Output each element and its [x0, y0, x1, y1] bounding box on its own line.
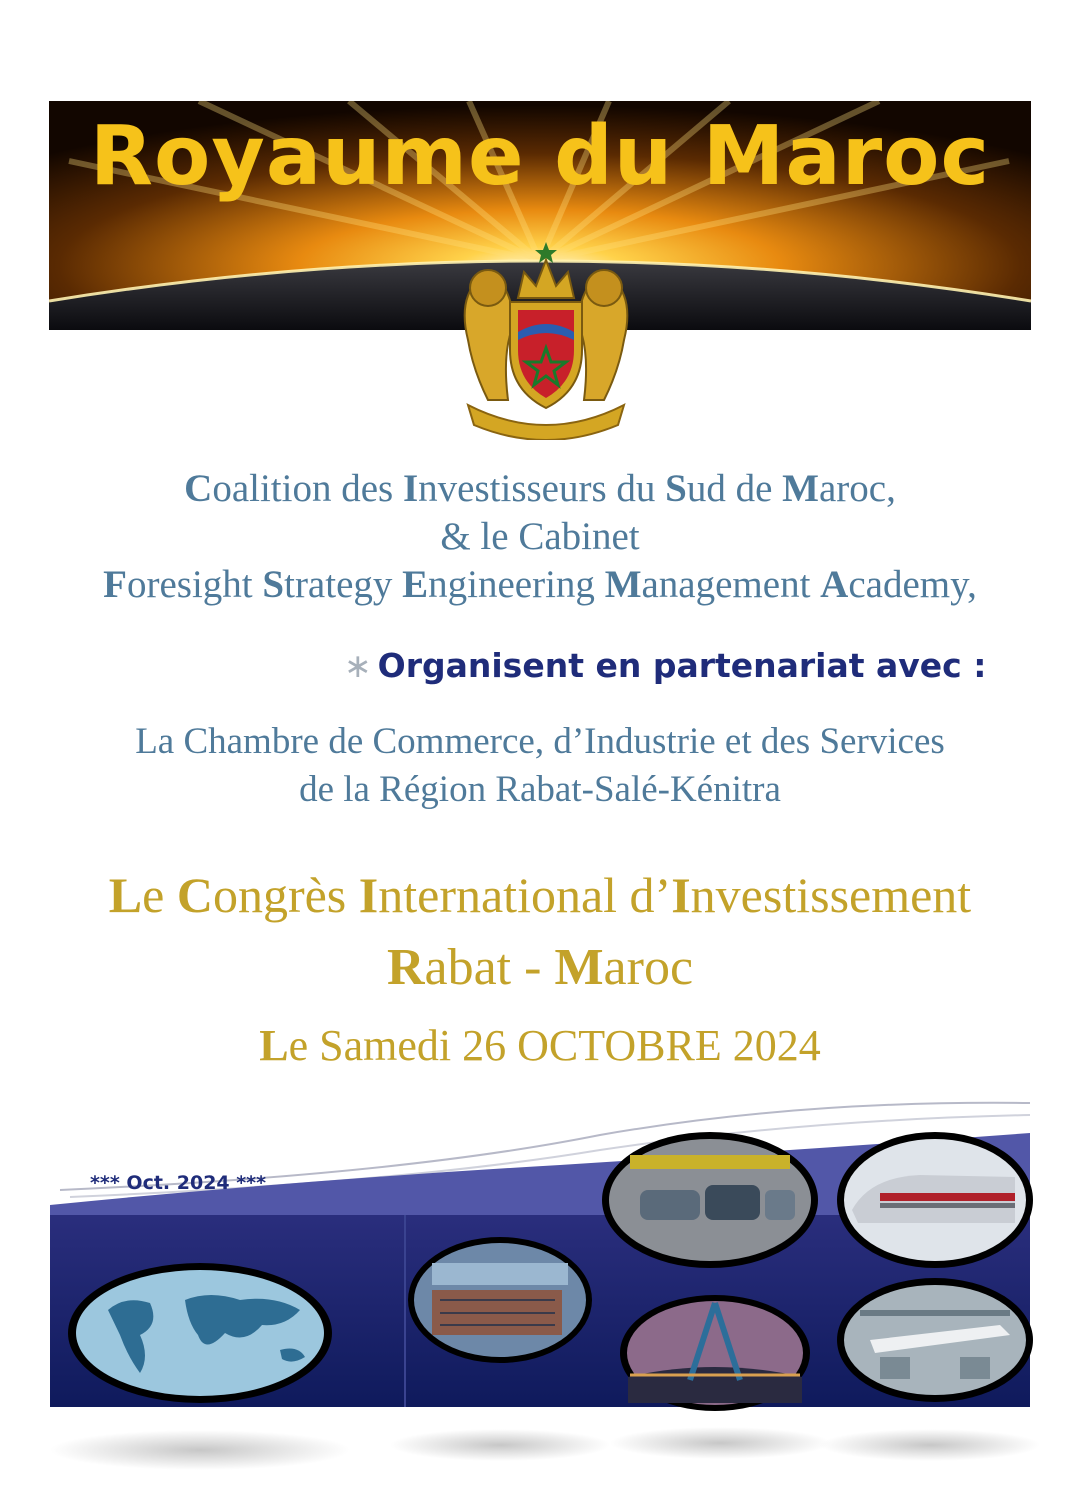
initial-letter: I	[402, 467, 419, 510]
cable-bridge-photo	[620, 1295, 810, 1411]
organizer-line-foresight	[0, 562, 1080, 607]
partnership-heading	[344, 646, 986, 685]
event-title	[0, 866, 1080, 924]
organizer-line-coalition	[0, 466, 1080, 511]
initial-letter: M	[554, 939, 604, 996]
event-place	[0, 938, 1080, 997]
initial-letter: A	[820, 563, 849, 606]
container-port-photo	[408, 1237, 592, 1363]
coat-of-arms-icon	[448, 240, 644, 440]
footer-graphic	[0, 1095, 1080, 1499]
car-factory-photo	[602, 1132, 818, 1268]
initial-letter: F	[103, 563, 127, 606]
text: nvestisseurs du	[418, 467, 666, 510]
banner-title: Royaume du Maroc	[89, 109, 991, 204]
date-tag: *** Oct. 2024 ***	[90, 1172, 267, 1194]
chamber-line-1: La Chambre de Commerce, d’Industrie et des Services	[135, 721, 945, 762]
text: aroc	[603, 939, 694, 996]
text: anagement	[641, 563, 821, 606]
text: ongrès	[212, 867, 359, 923]
text: trategy	[284, 563, 403, 606]
text: ud de	[686, 467, 783, 510]
initial-letter: M	[782, 467, 819, 510]
organizer-line-cabinet: & le Cabinet	[440, 515, 640, 558]
initial-letter: S	[665, 467, 687, 510]
aircraft-factory-photo	[837, 1278, 1033, 1402]
initial-letter: I	[671, 867, 691, 923]
asterisk-icon: ∗	[344, 646, 372, 685]
text: nternational d’	[378, 867, 672, 923]
initial-letter: L	[259, 1021, 289, 1070]
initial-letter: L	[108, 867, 143, 923]
initial-letter: S	[262, 563, 285, 606]
event-date	[0, 1020, 1080, 1071]
text: abat -	[424, 939, 555, 996]
world-map-photo	[68, 1263, 332, 1403]
text: e Samedi 26 OCTOBRE 2024	[288, 1021, 821, 1070]
initial-letter: E	[402, 563, 429, 606]
text: oalition des	[212, 467, 403, 510]
text: ngineering	[428, 563, 605, 606]
initial-letter: C	[184, 467, 213, 510]
text: e	[142, 867, 177, 923]
initial-letter: I	[358, 867, 379, 923]
partnership-label: Organisent en partenariat avec :	[377, 646, 987, 685]
initial-letter: M	[604, 563, 642, 606]
initial-letter: R	[386, 939, 425, 996]
initial-letter: C	[176, 867, 213, 923]
high-speed-train-photo	[837, 1132, 1033, 1268]
text: cademy,	[848, 563, 977, 606]
chamber-line-2: de la Région Rabat-Salé-Kénitra	[299, 769, 781, 810]
text: aroc,	[818, 467, 896, 510]
text: nvestissement	[690, 867, 972, 923]
text: oresight	[127, 563, 263, 606]
